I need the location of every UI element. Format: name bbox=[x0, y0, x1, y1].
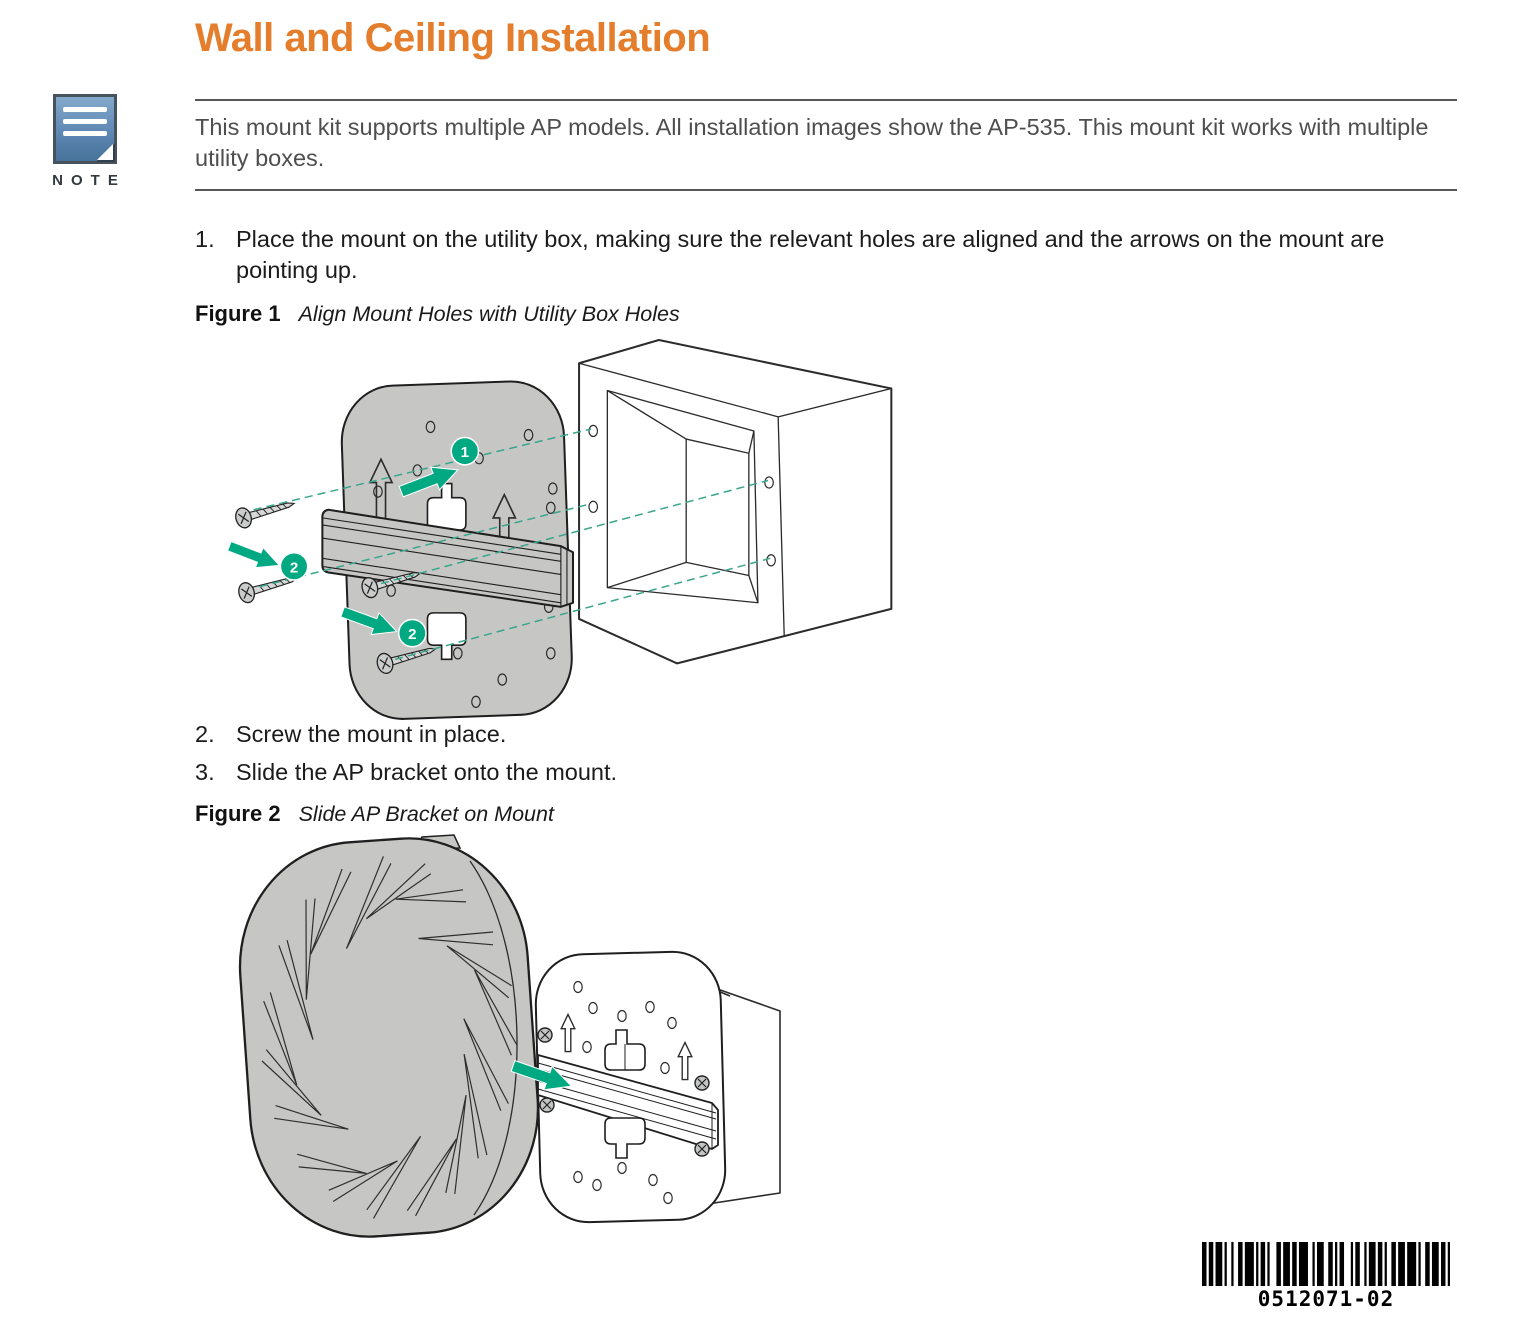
svg-text:2: 2 bbox=[408, 626, 417, 644]
callout-badge-2 bbox=[280, 553, 307, 580]
barcode-bars-image bbox=[1202, 1242, 1450, 1286]
screw-icon bbox=[233, 494, 296, 530]
note-label: NOTE bbox=[52, 172, 126, 189]
svg-text:2: 2 bbox=[289, 559, 299, 577]
screw-icon bbox=[538, 1028, 552, 1042]
figure2-illustration bbox=[238, 833, 798, 1247]
step-number: 1. bbox=[195, 226, 215, 252]
barcode-label: 0512071-02 bbox=[1257, 1287, 1395, 1311]
step-text: Place the mount on the utility box, making sure the relevant holes are aligned and the arrows on the mount are pointing up. bbox=[236, 226, 1385, 283]
note-text: This mount kit supports multiple AP models. All installation images show the AP-535. This mount kit works with multiple utility boxes. bbox=[195, 99, 1457, 191]
step-1 bbox=[195, 224, 1465, 286]
step-text: Screw the mount in place. bbox=[236, 721, 507, 747]
callout-arrow bbox=[228, 536, 283, 575]
utility-box bbox=[579, 340, 891, 663]
barcode bbox=[1190, 1242, 1462, 1311]
ap-device bbox=[238, 833, 546, 1245]
figure2-caption bbox=[195, 801, 554, 827]
svg-text:1: 1 bbox=[460, 444, 470, 462]
callout-badge-2b bbox=[399, 619, 426, 646]
figure1-illustration bbox=[228, 338, 918, 720]
step-text: Slide the AP bracket onto the mount. bbox=[236, 759, 618, 785]
step-3 bbox=[195, 757, 1465, 788]
figure2-label: Figure 2 bbox=[195, 801, 281, 826]
note-icon bbox=[53, 94, 117, 164]
page-title: Wall and Ceiling Installation bbox=[195, 16, 711, 60]
figure1-caption bbox=[195, 301, 680, 327]
step-number: 2. bbox=[195, 721, 215, 747]
figure1-caption-text: Align Mount Holes with Utility Box Holes bbox=[298, 302, 680, 326]
figure2-caption-text: Slide AP Bracket on Mount bbox=[298, 802, 554, 826]
step-number: 3. bbox=[195, 759, 215, 785]
screw-icon bbox=[695, 1142, 709, 1156]
callout-badge-1 bbox=[451, 438, 478, 465]
screw-icon bbox=[540, 1098, 554, 1112]
screw-icon bbox=[695, 1076, 709, 1090]
figure1-label: Figure 1 bbox=[195, 301, 281, 326]
note-badge bbox=[40, 94, 130, 189]
step-2 bbox=[195, 719, 1465, 750]
